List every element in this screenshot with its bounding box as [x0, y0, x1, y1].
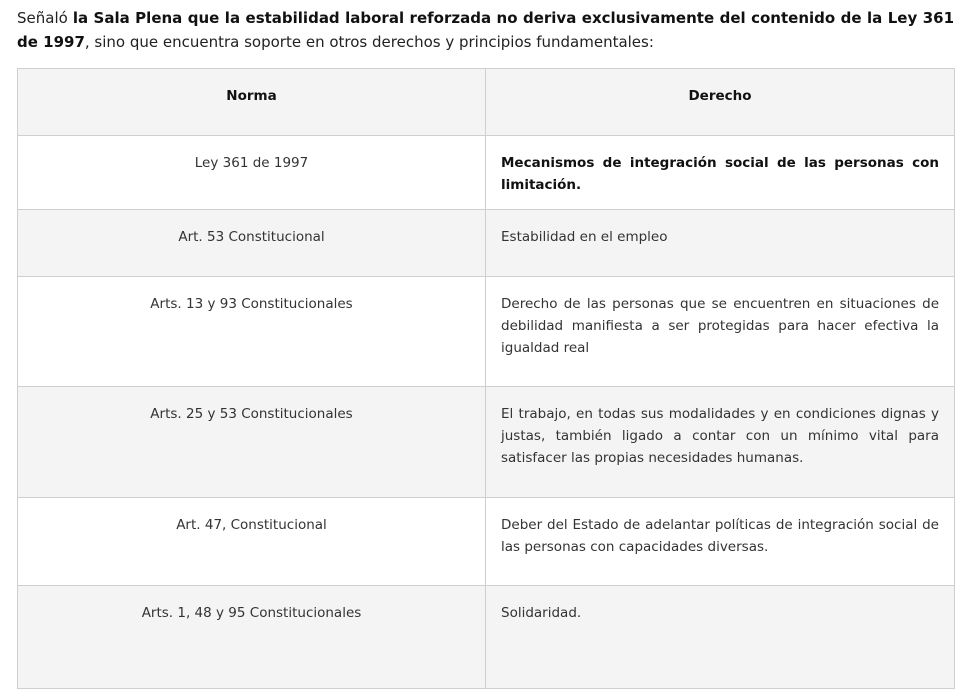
- header-norma: Norma: [18, 69, 486, 136]
- intro-bold: la Sala Plena que la estabilidad laboral reforzada no deriva exclusivamente del contenido de la Ley 361 de 1997: [17, 9, 955, 51]
- table-row: [18, 210, 955, 277]
- cell-norma: Ley 361 de 1997: [18, 136, 486, 210]
- cell-norma: Art. 53 Constitucional: [18, 210, 486, 277]
- intro-tail: , sino que encuentra soporte en otros derechos y principios fundamentales:: [84, 33, 654, 51]
- cell-derecho: El trabajo, en todas sus modalidades y en condiciones dignas y justas, también ligado a contar con un mínimo vital para satisfacer las propias necesidades humanas.: [486, 387, 955, 498]
- intro-paragraph: [17, 6, 954, 54]
- table-row: [18, 498, 955, 586]
- cell-norma: Art. 47, Constitucional: [18, 498, 486, 586]
- cell-derecho: Mecanismos de integración social de las personas con limitación.: [486, 136, 955, 210]
- table-row: [18, 277, 955, 387]
- cell-derecho: Derecho de las personas que se encuentren en situaciones de debilidad manifiesta a ser protegidas para hacer efectiva la igualdad real: [486, 277, 955, 387]
- cell-derecho: Estabilidad en el empleo: [486, 210, 955, 277]
- cell-norma: Arts. 13 y 93 Constitucionales: [18, 277, 486, 387]
- table-row: [18, 586, 955, 689]
- intro-lead: Señaló: [17, 9, 73, 27]
- cell-derecho: Deber del Estado de adelantar políticas de integración social de las personas con capacidades diversas.: [486, 498, 955, 586]
- table-row: [18, 387, 955, 498]
- header-derecho: Derecho: [486, 69, 955, 136]
- table-row: [18, 136, 955, 210]
- cell-norma: Arts. 1, 48 y 95 Constitucionales: [18, 586, 486, 689]
- cell-derecho: Solidaridad.: [486, 586, 955, 689]
- table-header-row: [18, 69, 955, 136]
- cell-norma: Arts. 25 y 53 Constitucionales: [18, 387, 486, 498]
- norms-table: [17, 68, 955, 689]
